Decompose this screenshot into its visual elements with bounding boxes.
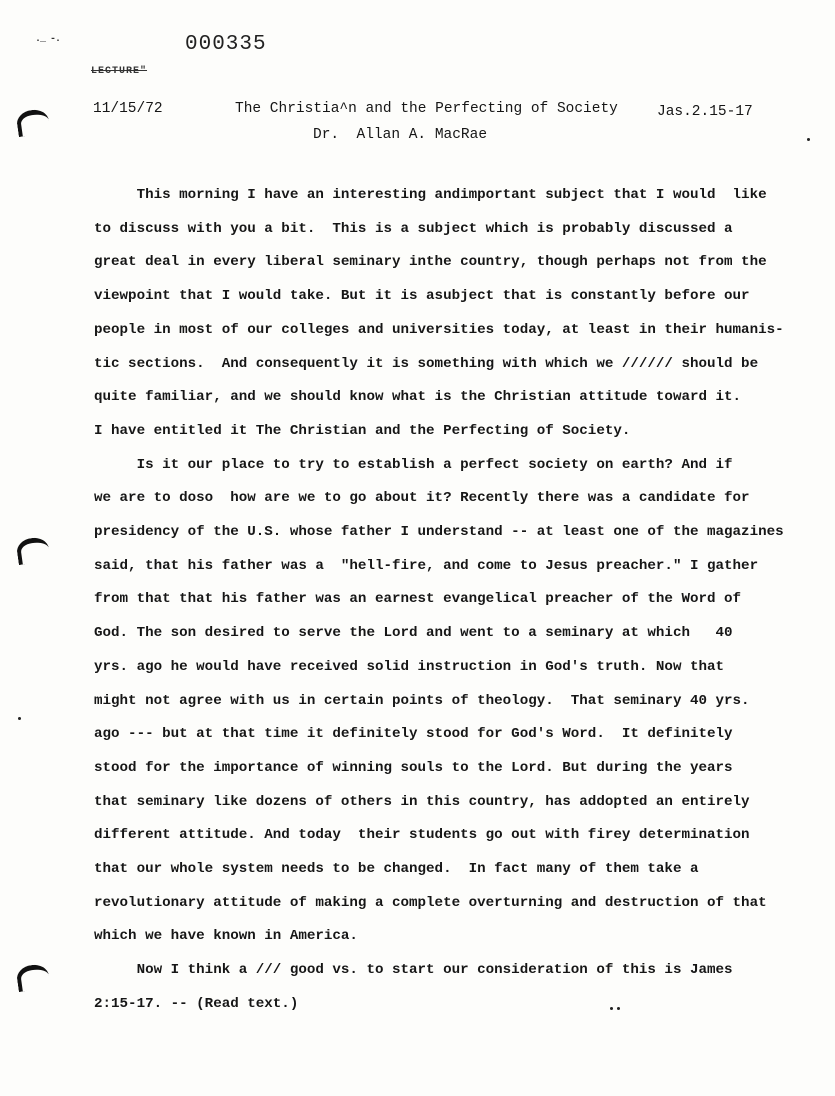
text-line: viewpoint that I would take. But it is asubject that is constantly before our: [94, 288, 750, 305]
text-line: revolutionary attitude of making a complete overturning and destruction of that: [94, 894, 767, 911]
text-line: stood for the importance of winning souls to the Lord. But during the years: [94, 759, 733, 776]
text-line: I have entitled it The Christian and the Perfecting of Society.: [94, 422, 631, 439]
text-line: might not agree with us in certain points of theology. That seminary 40 yrs.: [94, 692, 750, 709]
text-line: people in most of our colleges and universities today, at least in their humanis-: [94, 321, 784, 338]
text-line: to discuss with you a bit. This is a subject which is probably discussed a: [94, 220, 733, 237]
text-line: quite familiar, and we should know what is the Christian attitude toward it.: [94, 389, 742, 406]
text-line: we are to doso how are we to go about it? Recently there was a candidate for: [94, 490, 750, 507]
binder-hole-icon: [15, 536, 50, 565]
text-line: that seminary like dozens of others in this country, has addopted an entirely: [94, 793, 750, 810]
text-line: tic sections. And consequently it is something with which we ////// should be: [94, 355, 759, 372]
text-line: Now I think a /// good vs. to start our consideration of this is James: [94, 962, 733, 979]
speck-mark: [807, 138, 810, 141]
text-line: ago --- but at that time it definitely stood for God's Word. It definitely: [94, 726, 733, 743]
text-line: said, that his father was a "hell-fire, and come to Jesus preacher." I gather: [94, 557, 759, 574]
document-number: 000335: [185, 33, 267, 56]
binder-hole-icon: [15, 108, 50, 137]
text-line: God. The son desired to serve the Lord and went to a seminary at which 40: [94, 625, 733, 642]
speck-mark: [18, 717, 21, 720]
text-line: yrs. ago he would have received solid instruction in God's truth. Now that: [94, 658, 725, 675]
text-line: which we have known in America.: [94, 928, 358, 945]
header-author: Dr. Allan A. MacRae: [313, 127, 488, 143]
text-line: This morning I have an interesting andimportant subject that I would like: [94, 187, 767, 203]
text-line: that our whole system needs to be changed. In fact many of them take a: [94, 861, 699, 877]
text-line: great deal in every liberal seminary inthe country, though perhaps not from the: [94, 254, 767, 271]
text-line: 2:15-17. -- (Read text.): [94, 995, 299, 1012]
header-title: The Christia^n and the Perfecting of Society: [235, 101, 618, 117]
struck-label: LECTURE": [91, 66, 148, 77]
header-scripture-reference: Jas.2.15-17: [657, 104, 753, 120]
corner-marks: ._ -.: [35, 34, 61, 45]
text-line: presidency of the U.S. whose father I understand -- at least one of the magazines: [94, 524, 784, 540]
text-line: different attitude. And today their students go out with firey determination: [94, 827, 750, 844]
text-line: from that that his father was an earnest evangelical preacher of the Word of: [94, 591, 742, 608]
speck-mark: [610, 1007, 613, 1010]
binder-hole-icon: [15, 963, 50, 992]
speck-mark: [617, 1007, 620, 1010]
header-date: 11/15/72: [93, 101, 163, 117]
text-line: Is it our place to try to establish a perfect society on earth? And if: [94, 456, 733, 473]
